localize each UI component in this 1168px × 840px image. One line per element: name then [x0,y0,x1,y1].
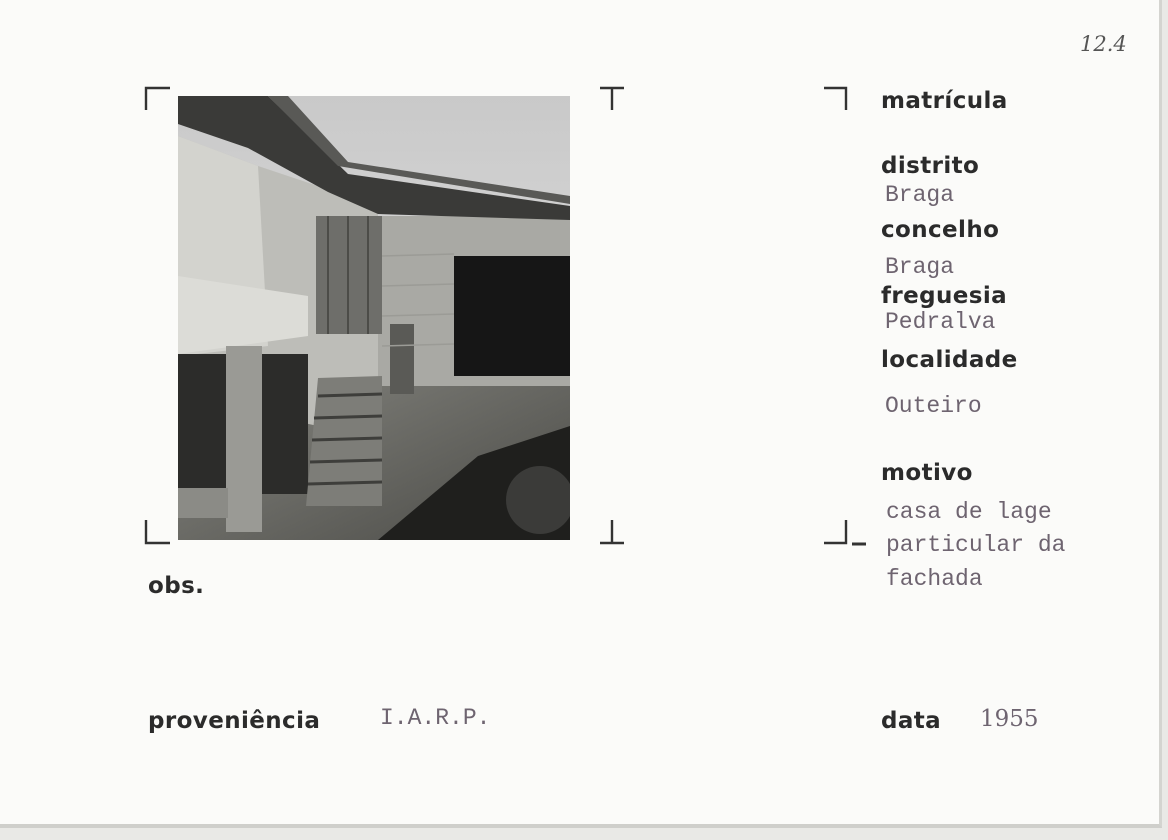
obs-label: obs. [148,573,205,599]
motivo-line-1: casa de lage [886,499,1052,525]
distrito-label: distrito [881,153,980,179]
crop-mark-top-right [822,86,850,112]
crop-mark-bottom-left [144,518,172,546]
concelho-label: concelho [881,217,1000,243]
crop-mark-bottom-right [822,518,872,548]
proveniencia-value: I.A.R.P. [380,705,491,731]
card-number: 12.4 [1080,32,1127,56]
motivo-label: motivo [881,460,973,486]
data-value: 1955 [980,706,1039,732]
distrito-value: Braga [885,182,955,208]
localidade-value: Outeiro [885,393,982,419]
motivo-line-2: particular da [886,532,1066,558]
crop-mark-top-center [598,86,626,112]
crop-mark-top-left [144,86,172,112]
proveniencia-label: proveniência [148,708,321,734]
building-photograph [178,96,570,540]
localidade-label: localidade [881,347,1018,373]
concelho-value: Braga [885,254,955,280]
crop-mark-bottom-center [598,518,626,546]
freguesia-value: Pedralva [885,309,996,335]
matricula-label: matrícula [881,88,1008,114]
freguesia-label: freguesia [881,283,1008,309]
motivo-line-3: fachada [886,566,983,592]
data-label: data [881,708,942,734]
